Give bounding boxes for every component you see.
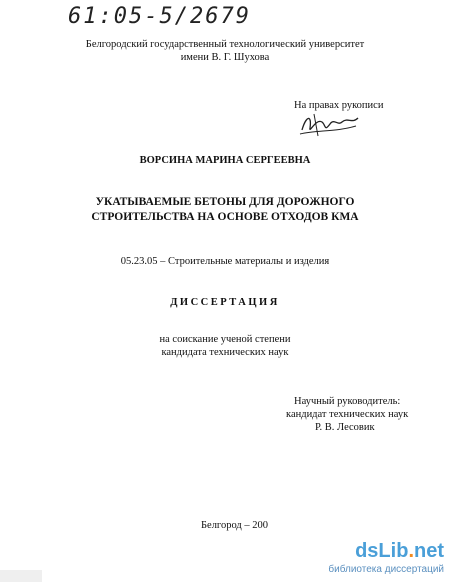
- signature-image: [296, 108, 366, 140]
- document-type: ДИССЕРТАЦИЯ: [170, 297, 280, 308]
- thesis-title-line2: СТРОИТЕЛЬСТВА НА ОСНОВЕ ОТХОДОВ КМА: [91, 211, 359, 223]
- dslib-logo: dsLib.net: [355, 540, 444, 562]
- place-and-year: Белгород – 200: [201, 520, 269, 531]
- degree-line1: на соискание ученой степени: [159, 334, 291, 345]
- specialty-code: 05.23.05 – Строительные материалы и изделия: [120, 256, 330, 267]
- advisor-role: Научный руководитель:: [294, 396, 401, 407]
- degree-line2: кандидата технических наук: [161, 347, 289, 358]
- university-name-line2: имени В. Г. Шухова: [180, 52, 270, 63]
- watermark-subtitle: библиотека диссертаций: [328, 564, 444, 575]
- advisor-name: Р. В. Лесовик: [315, 422, 375, 433]
- scan-edge-shadow: [0, 570, 42, 582]
- dslib-watermark: [318, 540, 450, 582]
- author-name: ВОРСИНА МАРИНА СЕРГЕЕВНА: [139, 155, 311, 166]
- rights-note: На правах рукописи: [294, 100, 384, 111]
- handwritten-catalog-number: 61:05-5/2679: [68, 4, 251, 29]
- university-name-line1: Белгородский государственный технологический университет: [85, 39, 365, 50]
- thesis-title-line1: УКАТЫВАЕМЫЕ БЕТОНЫ ДЛЯ ДОРОЖНОГО: [95, 196, 355, 208]
- advisor-degree: кандидат технических наук: [286, 409, 409, 420]
